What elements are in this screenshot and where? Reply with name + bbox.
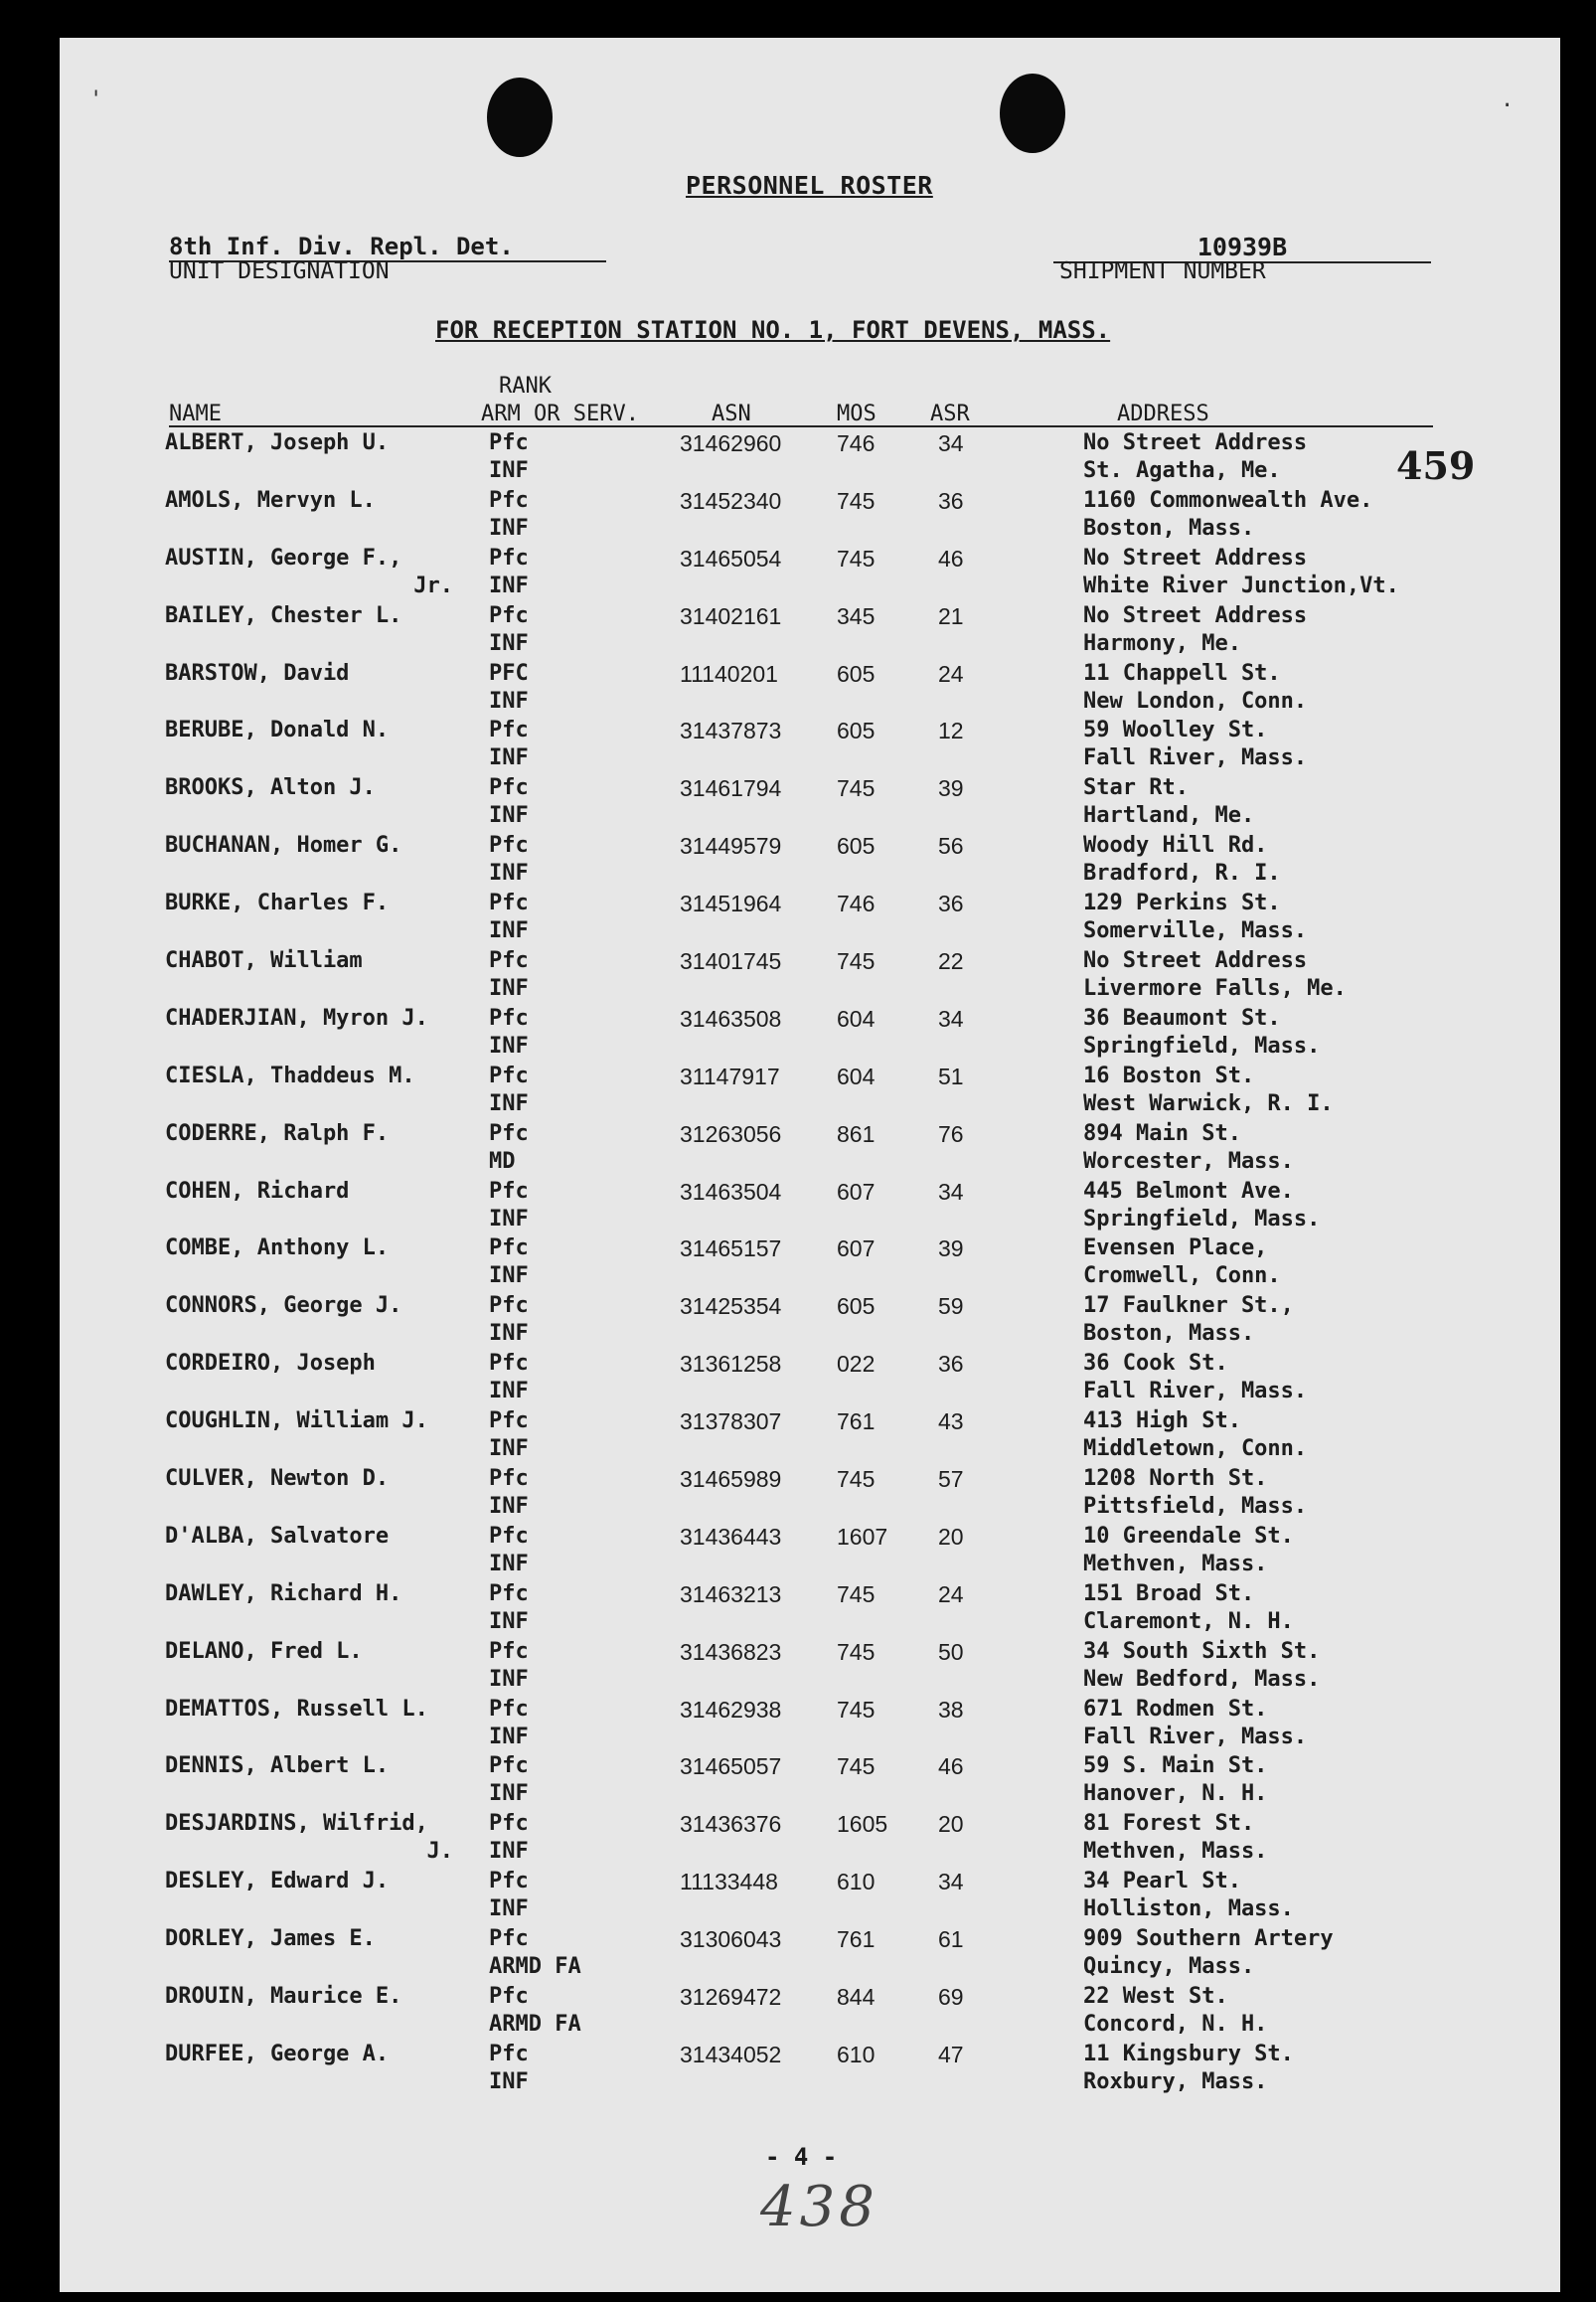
address-line2-cell: Bradford, R. I. <box>1083 861 1281 887</box>
address-line1-cell: 59 S. Main St. <box>1083 1753 1268 1779</box>
rank-cell: Pfc <box>489 1063 529 1088</box>
column-header-rank: RANK <box>499 374 552 399</box>
table-row <box>60 430 1560 488</box>
rank-cell: Pfc <box>489 1293 529 1319</box>
shipment-number-value: 10939B <box>1053 233 1431 263</box>
name-cell: D'ALBA, Salvatore <box>165 1523 390 1549</box>
address-line1-cell: Star Rt. <box>1083 775 1189 801</box>
address-line1-cell: 59 Woolley St. <box>1083 718 1268 743</box>
rank-cell: Pfc <box>489 487 529 513</box>
asn-cell: 31461794 <box>680 775 782 802</box>
address-line2-cell: Livermore Falls, Me. <box>1083 976 1347 1002</box>
address-line2-cell: Quincy, Mass. <box>1083 1954 1255 1980</box>
asr-cell: 38 <box>938 1696 964 1723</box>
mos-cell: 861 <box>837 1120 876 1147</box>
asn-cell: 31361258 <box>680 1351 782 1378</box>
asr-cell: 57 <box>938 1466 964 1493</box>
asn-cell: 31269472 <box>680 1984 782 2011</box>
asr-cell: 20 <box>938 1811 964 1838</box>
asn-cell: 31436823 <box>680 1638 782 1665</box>
address-line1-cell: 34 Pearl St. <box>1083 1869 1241 1894</box>
asn-cell: 31462960 <box>680 430 782 456</box>
rank-cell: Pfc <box>489 948 529 974</box>
asn-cell: 31401745 <box>680 948 782 975</box>
table-row <box>60 1466 1560 1524</box>
address-line2-cell: Methven, Mass. <box>1083 1839 1268 1865</box>
table-row <box>60 1753 1560 1811</box>
name-cell: CHABOT, William <box>165 948 363 974</box>
mos-cell: 745 <box>837 775 876 802</box>
arm-or-service-cell: INF <box>489 1206 529 1232</box>
name-cell: BUCHANAN, Homer G. <box>165 833 402 859</box>
asn-cell: 31147917 <box>680 1063 780 1089</box>
name-cell: DURFEE, George A. <box>165 2041 390 2066</box>
name-cell: COHEN, Richard <box>165 1178 350 1204</box>
column-header-asr: ASR <box>930 402 970 426</box>
mos-cell: 610 <box>837 1869 876 1895</box>
asn-cell: 31463213 <box>680 1580 782 1607</box>
asn-cell: 11140201 <box>680 660 778 687</box>
arm-or-service-cell: INF <box>489 1551 529 1576</box>
name-cell: AMOLS, Mervyn L. <box>165 487 376 513</box>
arm-or-service-cell: ARMD FA <box>489 1954 581 1980</box>
address-line2-cell: New London, Conn. <box>1083 688 1308 714</box>
mos-cell: 605 <box>837 718 876 744</box>
column-header-asn: ASN <box>712 402 751 426</box>
asr-cell: 51 <box>938 1063 964 1089</box>
asr-cell: 36 <box>938 487 964 514</box>
asn-cell: 31263056 <box>680 1120 782 1147</box>
address-line2-cell: Fall River, Mass. <box>1083 1379 1308 1404</box>
mos-cell: 745 <box>837 948 876 975</box>
address-line2-cell: West Warwick, R. I. <box>1083 1090 1334 1116</box>
table-row <box>60 1581 1560 1639</box>
table-row <box>60 1351 1560 1408</box>
name-cell: BAILEY, Chester L. <box>165 602 402 628</box>
asr-cell: 34 <box>938 1178 964 1205</box>
address-line1-cell: 36 Beaumont St. <box>1083 1005 1281 1031</box>
column-header-arm: ARM OR SERV. <box>481 402 639 426</box>
address-line2-cell: Holliston, Mass. <box>1083 1896 1294 1922</box>
name-cell: DAWLEY, Richard H. <box>165 1580 402 1606</box>
rank-cell: Pfc <box>489 1351 529 1377</box>
asr-cell: 36 <box>938 1351 964 1378</box>
address-line2-cell: Springfield, Mass. <box>1083 1206 1321 1232</box>
smudge-mark: · <box>1501 93 1515 118</box>
punch-hole-left <box>487 78 553 157</box>
mos-cell: 605 <box>837 1293 876 1320</box>
arm-or-service-cell: INF <box>489 1321 529 1347</box>
address-line1-cell: No Street Address <box>1083 430 1308 455</box>
mos-cell: 610 <box>837 2041 876 2067</box>
address-line1-cell: 129 Perkins St. <box>1083 891 1281 916</box>
rank-cell: Pfc <box>489 1523 529 1549</box>
address-line1-cell: 17 Faulkner St., <box>1083 1293 1294 1319</box>
name-cell: CIESLA, Thaddeus M. <box>165 1063 415 1088</box>
asn-cell: 31463508 <box>680 1005 782 1032</box>
asn-cell: 31449579 <box>680 833 782 860</box>
address-line2-cell: Hanover, N. H. <box>1083 1781 1268 1807</box>
address-line2-cell: Claremont, N. H. <box>1083 1608 1294 1634</box>
arm-or-service-cell: INF <box>489 573 529 598</box>
table-row <box>60 1121 1560 1179</box>
mos-cell: 1605 <box>837 1811 888 1838</box>
asr-cell: 36 <box>938 891 964 917</box>
unit-designation-value: 8th Inf. Div. Repl. Det. <box>169 233 606 262</box>
rank-cell: Pfc <box>489 1811 529 1837</box>
address-line1-cell: 894 Main St. <box>1083 1120 1241 1146</box>
table-row <box>60 1697 1560 1754</box>
name-cell: DESJARDINS, Wilfrid, <box>165 1811 428 1837</box>
asr-cell: 76 <box>938 1120 964 1147</box>
address-line2-cell: New Bedford, Mass. <box>1083 1666 1321 1692</box>
address-line1-cell: No Street Address <box>1083 602 1308 628</box>
address-line2-cell: Cromwell, Conn. <box>1083 1263 1281 1289</box>
table-row <box>60 1179 1560 1236</box>
address-line1-cell: 81 Forest St. <box>1083 1811 1255 1837</box>
asr-cell: 34 <box>938 1005 964 1032</box>
table-row <box>60 1639 1560 1697</box>
rank-cell: Pfc <box>489 1926 529 1952</box>
address-line2-cell: Harmony, Me. <box>1083 630 1241 656</box>
rank-cell: Pfc <box>489 602 529 628</box>
name-cell: CONNORS, George J. <box>165 1293 402 1319</box>
name-cell: CODERRE, Ralph F. <box>165 1120 390 1146</box>
address-line2-cell: Springfield, Mass. <box>1083 1033 1321 1059</box>
asn-cell: 31465054 <box>680 545 782 572</box>
roster-table <box>60 430 1560 2099</box>
rank-cell: Pfc <box>489 833 529 859</box>
rank-cell: Pfc <box>489 2041 529 2066</box>
address-line1-cell: 1208 North St. <box>1083 1466 1268 1492</box>
arm-or-service-cell: INF <box>489 918 529 944</box>
roster-page <box>60 38 1560 2292</box>
arm-or-service-cell: INF <box>489 1781 529 1807</box>
arm-or-service-cell: MD <box>489 1148 516 1174</box>
asr-cell: 59 <box>938 1293 964 1320</box>
rank-cell: PFC <box>489 660 529 686</box>
arm-or-service-cell: INF <box>489 1436 529 1462</box>
asr-cell: 20 <box>938 1523 964 1550</box>
address-line1-cell: 1160 Commonwealth Ave. <box>1083 487 1373 513</box>
address-line1-cell: 671 Rodmen St. <box>1083 1696 1268 1722</box>
rank-cell: Pfc <box>489 1638 529 1664</box>
address-line2-cell: White River Junction,Vt. <box>1083 573 1399 598</box>
arm-or-service-cell: INF <box>489 861 529 887</box>
name-cell: CORDEIRO, Joseph <box>165 1351 376 1377</box>
table-row <box>60 1293 1560 1351</box>
name-cell: BURKE, Charles F. <box>165 891 390 916</box>
mos-cell: 745 <box>837 1696 876 1723</box>
asr-cell: 39 <box>938 775 964 802</box>
rank-cell: Pfc <box>489 545 529 571</box>
table-row <box>60 833 1560 891</box>
arm-or-service-cell: INF <box>489 688 529 714</box>
address-line2-cell: Roxbury, Mass. <box>1083 2068 1268 2094</box>
name-cell: CULVER, Newton D. <box>165 1466 390 1492</box>
rank-cell: Pfc <box>489 1120 529 1146</box>
rank-cell: Pfc <box>489 1696 529 1722</box>
asr-cell: 50 <box>938 1638 964 1665</box>
mos-cell: 1607 <box>837 1523 888 1550</box>
column-header-name: NAME <box>169 402 222 426</box>
table-row <box>60 1811 1560 1869</box>
mos-cell: 745 <box>837 1580 876 1607</box>
name-cell: DESLEY, Edward J. <box>165 1869 390 1894</box>
mos-cell: 607 <box>837 1178 876 1205</box>
mos-cell: 604 <box>837 1005 876 1032</box>
asn-cell: 31437873 <box>680 718 782 744</box>
address-line2-cell: Worcester, Mass. <box>1083 1148 1294 1174</box>
arm-or-service-cell: ARMD FA <box>489 2012 581 2038</box>
mos-cell: 746 <box>837 891 876 917</box>
arm-or-service-cell: INF <box>489 1033 529 1059</box>
name-cell: ALBERT, Joseph U. <box>165 430 390 455</box>
page-stamp-number: 459 <box>1396 443 1476 488</box>
rank-cell: Pfc <box>489 1984 529 2010</box>
name-cell: COUGHLIN, William J. <box>165 1408 428 1434</box>
arm-or-service-cell: INF <box>489 976 529 1002</box>
address-line2-cell: Fall River, Mass. <box>1083 1724 1308 1749</box>
arm-or-service-cell: INF <box>489 1263 529 1289</box>
asr-cell: 34 <box>938 430 964 456</box>
arm-or-service-cell: INF <box>489 1379 529 1404</box>
asr-cell: 47 <box>938 2041 964 2067</box>
mos-cell: 605 <box>837 660 876 687</box>
asr-cell: 34 <box>938 1869 964 1895</box>
address-line1-cell: 34 South Sixth St. <box>1083 1638 1321 1664</box>
table-row <box>60 488 1560 546</box>
name-cell: BERUBE, Donald N. <box>165 718 390 743</box>
shipment-number-label: SHIPMENT NUMBER <box>1059 258 1266 284</box>
address-line2-cell: Boston, Mass. <box>1083 515 1255 541</box>
address-line2-cell: Boston, Mass. <box>1083 1321 1255 1347</box>
address-line1-cell: 413 High St. <box>1083 1408 1241 1434</box>
table-row <box>60 948 1560 1006</box>
address-line1-cell: 445 Belmont Ave. <box>1083 1178 1294 1204</box>
arm-or-service-cell: INF <box>489 803 529 829</box>
asr-cell: 24 <box>938 660 964 687</box>
name-suffix-cell: Jr. <box>413 573 453 598</box>
name-cell: DEMATTOS, Russell L. <box>165 1696 428 1722</box>
rank-cell: Pfc <box>489 1753 529 1779</box>
unit-designation-label: UNIT DESIGNATION <box>169 258 390 284</box>
rank-cell: Pfc <box>489 1869 529 1894</box>
rank-cell: Pfc <box>489 1580 529 1606</box>
arm-or-service-cell: INF <box>489 1666 529 1692</box>
arm-or-service-cell: INF <box>489 1896 529 1922</box>
address-line1-cell: 151 Broad St. <box>1083 1580 1255 1606</box>
asn-cell: 31402161 <box>680 602 782 629</box>
address-line2-cell: Fall River, Mass. <box>1083 745 1308 771</box>
arm-or-service-cell: INF <box>489 1724 529 1749</box>
mos-cell: 745 <box>837 1638 876 1665</box>
asn-cell: 31462938 <box>680 1696 782 1723</box>
column-header-mos: MOS <box>837 402 877 426</box>
table-row <box>60 603 1560 661</box>
name-cell: DORLEY, James E. <box>165 1926 376 1952</box>
address-line1-cell: 11 Chappell St. <box>1083 660 1281 686</box>
mos-cell: 745 <box>837 1753 876 1780</box>
asr-cell: 46 <box>938 545 964 572</box>
asn-cell: 31378307 <box>680 1408 782 1435</box>
asr-cell: 43 <box>938 1408 964 1435</box>
mos-cell: 844 <box>837 1984 876 2011</box>
address-line1-cell: 909 Southern Artery <box>1083 1926 1334 1952</box>
address-line1-cell: No Street Address <box>1083 545 1308 571</box>
rank-cell: Pfc <box>489 1408 529 1434</box>
asr-cell: 22 <box>938 948 964 975</box>
address-line1-cell: 22 West St. <box>1083 1984 1228 2010</box>
header-rule <box>169 425 1433 427</box>
arm-or-service-cell: INF <box>489 1090 529 1116</box>
arm-or-service-cell: INF <box>489 515 529 541</box>
arm-or-service-cell: INF <box>489 630 529 656</box>
asr-cell: 61 <box>938 1926 964 1953</box>
table-row <box>60 2042 1560 2099</box>
name-cell: BARSTOW, David <box>165 660 350 686</box>
table-row <box>60 1235 1560 1293</box>
table-row <box>60 1408 1560 1466</box>
name-cell: COMBE, Anthony L. <box>165 1235 390 1261</box>
address-line1-cell: No Street Address <box>1083 948 1308 974</box>
mos-cell: 761 <box>837 1408 876 1435</box>
column-header-address: ADDRESS <box>1117 402 1209 426</box>
asn-cell: 31436376 <box>680 1811 782 1838</box>
rank-cell: Pfc <box>489 1235 529 1261</box>
rank-cell: Pfc <box>489 430 529 455</box>
address-line1-cell: 10 Greendale St. <box>1083 1523 1294 1549</box>
rank-cell: Pfc <box>489 775 529 801</box>
mos-cell: 607 <box>837 1235 876 1262</box>
mos-cell: 745 <box>837 1466 876 1493</box>
arm-or-service-cell: INF <box>489 458 529 483</box>
address-line2-cell: Concord, N. H. <box>1083 2012 1268 2038</box>
asn-cell: 11133448 <box>680 1869 778 1895</box>
asr-cell: 69 <box>938 1984 964 2011</box>
address-line1-cell: Woody Hill Rd. <box>1083 833 1268 859</box>
asr-cell: 39 <box>938 1235 964 1262</box>
rank-cell: Pfc <box>489 1178 529 1204</box>
asr-cell: 21 <box>938 602 964 629</box>
arm-or-service-cell: INF <box>489 1494 529 1520</box>
asn-cell: 31465057 <box>680 1753 782 1780</box>
asn-cell: 31463504 <box>680 1178 782 1205</box>
table-row <box>60 718 1560 775</box>
address-line2-cell: St. Agatha, Me. <box>1083 458 1281 483</box>
address-line2-cell: Methven, Mass. <box>1083 1551 1268 1576</box>
name-cell: DENNIS, Albert L. <box>165 1753 390 1779</box>
mos-cell: 745 <box>837 487 876 514</box>
address-line2-cell: Somerville, Mass. <box>1083 918 1308 944</box>
page-number: - 4 - <box>765 2143 838 2171</box>
address-line1-cell: 36 Cook St. <box>1083 1351 1228 1377</box>
name-cell: BROOKS, Alton J. <box>165 775 376 801</box>
asn-cell: 31436443 <box>680 1523 782 1550</box>
address-line2-cell: Hartland, Me. <box>1083 803 1255 829</box>
asn-cell: 31434052 <box>680 2041 782 2067</box>
arm-or-service-cell: INF <box>489 745 529 771</box>
rank-cell: Pfc <box>489 718 529 743</box>
asn-cell: 31465157 <box>680 1235 782 1262</box>
mos-cell: 345 <box>837 602 876 629</box>
mos-cell: 604 <box>837 1063 876 1089</box>
asr-cell: 46 <box>938 1753 964 1780</box>
table-row <box>60 1006 1560 1064</box>
document-title: PERSONNEL ROSTER <box>686 171 933 200</box>
asn-cell: 31451964 <box>680 891 782 917</box>
table-row <box>60 1984 1560 2042</box>
rank-cell: Pfc <box>489 1466 529 1492</box>
table-row <box>60 775 1560 833</box>
smudge-mark: ' <box>89 87 103 112</box>
arm-or-service-cell: INF <box>489 1608 529 1634</box>
rank-cell: Pfc <box>489 891 529 916</box>
reception-station-heading: FOR RECEPTION STATION NO. 1, FORT DEVENS, MASS. <box>435 316 1111 344</box>
asn-cell: 31306043 <box>680 1926 782 1953</box>
mos-cell: 022 <box>837 1351 876 1378</box>
address-line2-cell: Middletown, Conn. <box>1083 1436 1308 1462</box>
table-row <box>60 1926 1560 1984</box>
name-cell: DROUIN, Maurice E. <box>165 1984 402 2010</box>
asn-cell: 31425354 <box>680 1293 782 1320</box>
asn-cell: 31465989 <box>680 1466 782 1493</box>
table-row <box>60 1524 1560 1581</box>
mos-cell: 745 <box>837 545 876 572</box>
arm-or-service-cell: INF <box>489 2068 529 2094</box>
address-line1-cell: Evensen Place, <box>1083 1235 1268 1261</box>
name-cell: CHADERJIAN, Myron J. <box>165 1005 428 1031</box>
address-line2-cell: Pittsfield, Mass. <box>1083 1494 1308 1520</box>
asr-cell: 24 <box>938 1580 964 1607</box>
asr-cell: 12 <box>938 718 964 744</box>
asn-cell: 31452340 <box>680 487 782 514</box>
handwritten-number: 438 <box>760 2175 878 2239</box>
address-line1-cell: 16 Boston St. <box>1083 1063 1255 1088</box>
table-row <box>60 1064 1560 1121</box>
name-cell: AUSTIN, George F., <box>165 545 402 571</box>
mos-cell: 761 <box>837 1926 876 1953</box>
arm-or-service-cell: INF <box>489 1839 529 1865</box>
table-row <box>60 661 1560 719</box>
asr-cell: 56 <box>938 833 964 860</box>
punch-hole-right <box>1000 74 1065 153</box>
address-line1-cell: 11 Kingsbury St. <box>1083 2041 1294 2066</box>
name-cell: DELANO, Fred L. <box>165 1638 363 1664</box>
table-row <box>60 1869 1560 1926</box>
table-row <box>60 891 1560 948</box>
mos-cell: 746 <box>837 430 876 456</box>
name-suffix-cell: J. <box>426 1839 453 1865</box>
rank-cell: Pfc <box>489 1005 529 1031</box>
table-row <box>60 546 1560 603</box>
mos-cell: 605 <box>837 833 876 860</box>
